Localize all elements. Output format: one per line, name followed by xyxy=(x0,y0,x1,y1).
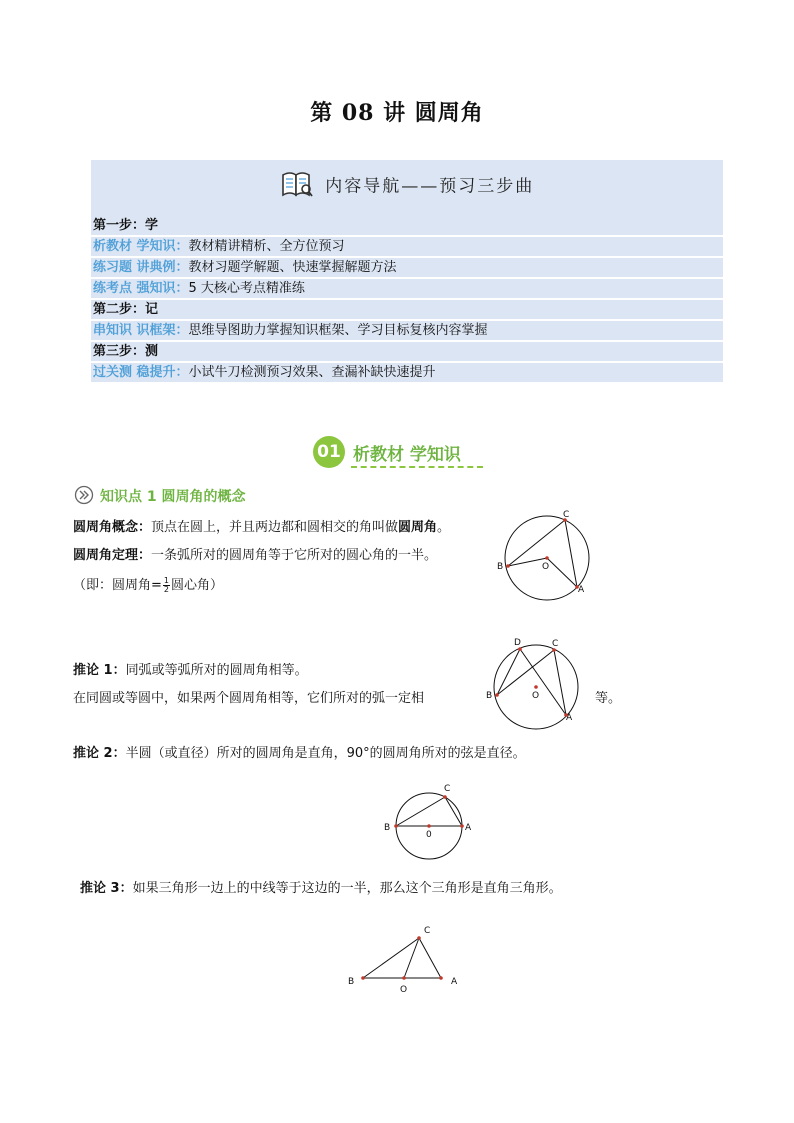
label-d: D xyxy=(514,638,521,648)
nav-key: 练考点 强知识： xyxy=(93,281,189,296)
figure-same-arc xyxy=(483,637,583,732)
corollary2-line xyxy=(73,745,526,763)
label-a: A xyxy=(566,713,573,723)
label-o: 0 xyxy=(426,830,432,840)
corollary1-line2-end: 等。 xyxy=(595,691,622,706)
book-icon xyxy=(280,169,314,199)
label-c: C xyxy=(563,510,570,520)
nav-row-step2 xyxy=(91,300,723,319)
theorem-label: 圆周角定理： xyxy=(73,548,152,563)
formula-prefix: （即：圆周角= xyxy=(73,578,162,593)
label-a: A xyxy=(465,823,472,833)
nav-text: 思维导图助力掌握知识框架、学习目标复核内容掌握 xyxy=(188,323,488,338)
point-b xyxy=(506,564,510,568)
side-bc xyxy=(363,938,419,978)
half-fraction xyxy=(163,577,170,594)
formula-line xyxy=(73,577,223,595)
label-b: B xyxy=(497,562,504,572)
figure-median-triangle xyxy=(343,922,468,997)
nav-key: 串知识 识框架： xyxy=(93,323,189,338)
nav-row xyxy=(91,363,723,382)
point-a xyxy=(460,824,464,828)
nav-row-step1 xyxy=(91,216,723,235)
nav-header xyxy=(91,160,723,208)
nav-text: 5 大核心考点精准练 xyxy=(188,281,305,296)
point-b xyxy=(495,693,499,697)
step-label: 第三步：测 xyxy=(93,344,159,359)
concept-label: 圆周角概念： xyxy=(73,520,152,535)
formula-suffix: 圆心角） xyxy=(171,578,224,593)
nav-text: 教材习题学解题、快速掌握解题方法 xyxy=(188,260,397,275)
section-underline xyxy=(351,466,483,468)
chord-ca xyxy=(445,797,462,826)
concept-line xyxy=(73,519,450,537)
point-o xyxy=(545,556,549,560)
point-a xyxy=(439,976,443,980)
corollary1-line2-text: 在同圆或等圆中，如果两个圆周角相等，它们所对的弧一定相 xyxy=(73,691,425,706)
corollary1-line xyxy=(73,662,308,680)
nav-text: 小试牛刀检测预习效果、查漏补缺快速提升 xyxy=(188,365,436,380)
label-o: O xyxy=(400,985,408,995)
label-o: O xyxy=(532,691,540,701)
point-b xyxy=(361,976,365,980)
corollary1-label: 推论 1： xyxy=(73,663,126,678)
theorem-text: 一条弧所对的圆周角等于它所对的圆心角的一半。 xyxy=(151,548,438,563)
chord-ca xyxy=(554,650,566,715)
corollary1-line2 xyxy=(73,690,424,708)
label-b: B xyxy=(486,691,493,701)
double-chevron-right-icon xyxy=(74,485,94,505)
corollary2-label: 推论 2： xyxy=(73,746,126,761)
nav-row xyxy=(91,237,723,256)
nav-header-text: 内容导航——预习三步曲 xyxy=(325,176,535,197)
page-title: 第 08 讲 圆周角 xyxy=(310,100,484,126)
label-b: B xyxy=(348,977,355,987)
step-label: 第一步：学 xyxy=(93,218,159,233)
label-c: C xyxy=(444,784,451,794)
nav-row xyxy=(91,258,723,277)
section-title: 析教材 学知识 xyxy=(353,445,461,465)
point-o xyxy=(402,976,406,980)
label-c: C xyxy=(552,639,559,649)
side-ca xyxy=(419,938,441,978)
fraction-numerator: 1 xyxy=(163,576,169,585)
corollary1-text: 同弧或等弧所对的圆周角相等。 xyxy=(125,663,308,678)
concept-end: 。 xyxy=(437,520,451,535)
concept-text: 顶点在圆上，并且两边都和圆相交的角叫做 xyxy=(151,520,399,535)
label-b: B xyxy=(384,823,391,833)
nav-row xyxy=(91,321,723,340)
label-c: C xyxy=(424,926,431,936)
corollary3-label: 推论 3： xyxy=(80,881,133,896)
corollary3-line xyxy=(80,880,562,898)
corollary3-text: 如果三角形一边上的中线等于这边的一半，那么这个三角形是直角三角形。 xyxy=(132,881,562,896)
median-oc xyxy=(404,938,419,978)
figure-diameter xyxy=(380,778,480,863)
content-navigation-box xyxy=(91,160,723,382)
nav-key: 练习题 讲典例： xyxy=(93,260,189,275)
knowledge-point-title: 知识点 1 圆周角的概念 xyxy=(100,489,246,505)
chord-bc xyxy=(396,797,445,826)
label-a: A xyxy=(578,585,585,595)
step-label: 第二步：记 xyxy=(93,302,159,317)
nav-text: 教材精讲精析、全方位预习 xyxy=(188,239,345,254)
fraction-denominator: 2 xyxy=(163,585,169,594)
nav-row-step3 xyxy=(91,342,723,361)
point-c xyxy=(417,936,421,940)
point-b xyxy=(394,824,398,828)
nav-key: 析教材 学知识： xyxy=(93,239,189,254)
point-o xyxy=(427,824,431,828)
label-o: O xyxy=(542,562,550,572)
section-number-badge: 01 xyxy=(313,436,345,468)
theorem-line xyxy=(73,547,437,565)
nav-row xyxy=(91,279,723,298)
label-a: A xyxy=(451,977,458,987)
figure-inscribed-angle xyxy=(495,510,595,605)
nav-key: 过关测 稳提升： xyxy=(93,365,189,380)
point-o xyxy=(534,685,538,689)
concept-term: 圆周角 xyxy=(398,520,438,535)
section-heading xyxy=(313,436,483,468)
chord-bc xyxy=(508,520,565,566)
point-c xyxy=(443,795,447,799)
corollary2-text: 半圆（或直径）所对的圆周角是直角，90°的圆周角所对的弦是直径。 xyxy=(125,746,526,761)
